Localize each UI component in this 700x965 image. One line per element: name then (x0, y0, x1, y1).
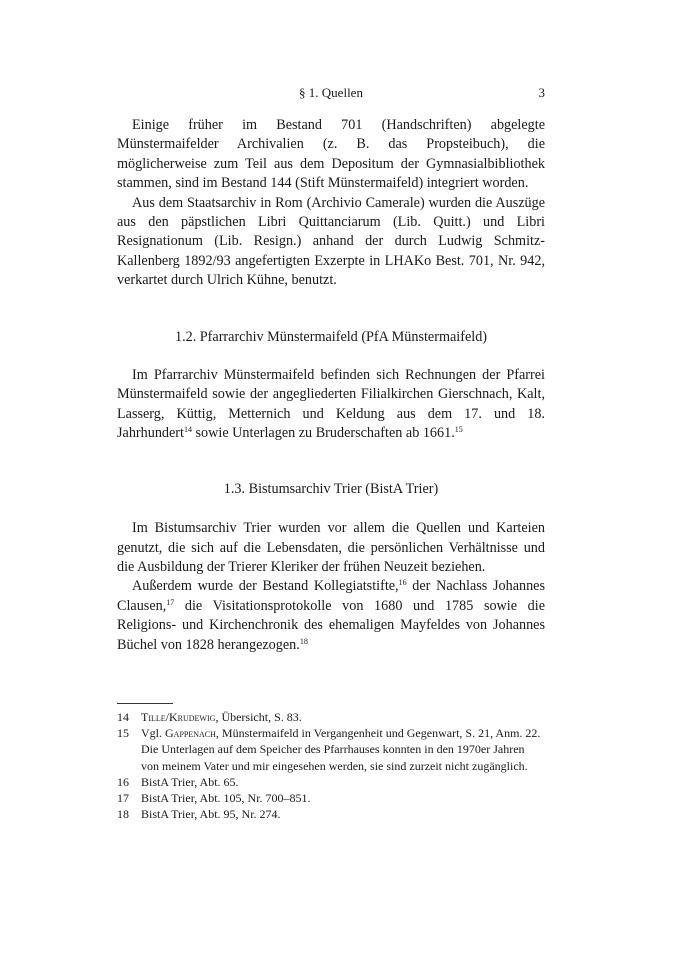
footnote-16 (117, 774, 545, 790)
footnote-number: 15 (117, 726, 129, 741)
footnote-ref-17[interactable]: 17 (166, 597, 175, 607)
section-heading-bistumsarchiv: 1.3. Bistumsarchiv Trier (BistA Trier) (223, 480, 439, 497)
footnote-author: Tille/Krudewig (141, 710, 216, 724)
footnote-prefix: Vgl. (141, 726, 165, 741)
footnote-body: , Übersicht, S. 83. (215, 710, 302, 724)
footnote-ref-14[interactable]: 14 (183, 425, 192, 435)
main-text (117, 116, 545, 655)
paragraph-3-text: Im Pfarrarchiv Münstermaifeld befinden sich Rechnungen der Pfarrei Münstermaifeld sowie der angegliederten Filialkirchen Gierschnach, Kalt, Lasserg, Küttig, Metternich und Keldung aus dem 17. und 18. Jahrhundert (117, 367, 545, 442)
footnote-text (141, 709, 545, 725)
paragraph-4: Im Bistumsarchiv Trier wurden vor allem die Quellen und Karteien genutzt, die sich auf die Lebensdaten, die persönlichen Verhältnisse und die Ausbildung der Trierer Kleriker der frühen Neuzeit beziehen. (117, 520, 545, 575)
running-header (117, 85, 545, 105)
paragraph-2: Aus dem Staatsarchiv in Rom (Archivio Camerale) wurden die Auszüge aus den päpstlichen Libri Quittanciarum (Lib. Quitt.) und Libri Resignationum (Lib. Resign.) anhand der durch Ludwig Schmitz-Kallenberg 1892/93 angefertigten Exzerpte in LHAKo Best. 701, Nr. 942, verkartet durch Ulrich Kühne, benutzt. (117, 194, 545, 289)
footnote-text (141, 725, 545, 774)
footnote-body: BistA Trier, Abt. 65. (141, 774, 239, 789)
footnotes (117, 709, 545, 822)
paragraph-5-text-c: die Visitationsprotokolle von 1680 und 1785 sowie die Religions- und Kirchenchronik des ehemaligen Mayfeldes von Johannes Büchel von 1828 herangezogen. (117, 597, 545, 653)
footnote-author: Gappenach (165, 726, 216, 741)
footnote-body: BistA Trier, Abt. 95, Nr. 274. (141, 807, 281, 822)
footnote-14 (117, 709, 545, 725)
footnote-17 (117, 790, 545, 806)
paragraph-3 (117, 366, 545, 444)
footnote-18 (117, 806, 545, 822)
footnote-ref-15[interactable]: 15 (454, 425, 463, 435)
running-header-title: § 1. Quellen (299, 85, 363, 100)
paragraph-5-text-b: der Nachlass Johannes Clausen, (117, 578, 546, 614)
footnote-body: , Münstermaifeld in Vergangenheit und Gegenwart, S. 21, Anm. 22. Die Unterlagen auf dem Speicher des Pfarrhauses konnten in den 1970er Jahren von meinem Vater und mir eingesehen werden, sie sind zurzeit nicht zugänglich. (141, 726, 541, 773)
section-heading-pfarrarchiv: 1.2. Pfarrarchiv Münstermaifeld (PfA Münstermaifeld) (174, 328, 488, 345)
page-number: 3 (538, 85, 545, 100)
footnote-divider (117, 703, 173, 704)
footnote-15 (117, 725, 545, 774)
footnote-body: BistA Trier, Abt. 105, Nr. 700–851. (141, 791, 311, 806)
footnote-ref-18[interactable]: 18 (299, 636, 308, 646)
paragraph-3-text-2: sowie Unterlagen zu Bruderschaften ab 1661. (191, 425, 455, 442)
paragraph-5 (117, 577, 545, 655)
footnote-ref-16[interactable]: 16 (398, 578, 407, 588)
paragraph-1: Einige früher im Bestand 701 (Handschriften) abgelegte Münstermaifelder Archivalien (z. B. das Propsteibuch), die möglicherweise zum Teil aus dem Depositum der Gymnasialbibliothek stammen, sind im Bestand 144 (Stift Münstermaifeld) integriert worden. (117, 117, 545, 192)
footnote-number: 18 (117, 807, 129, 822)
footnote-number: 14 (117, 710, 129, 724)
footnote-number: 16 (117, 774, 129, 789)
paragraph-5-text-a: Außerdem wurde der Bestand Kollegiatstifte, (132, 578, 399, 595)
footnote-number: 17 (117, 791, 129, 806)
